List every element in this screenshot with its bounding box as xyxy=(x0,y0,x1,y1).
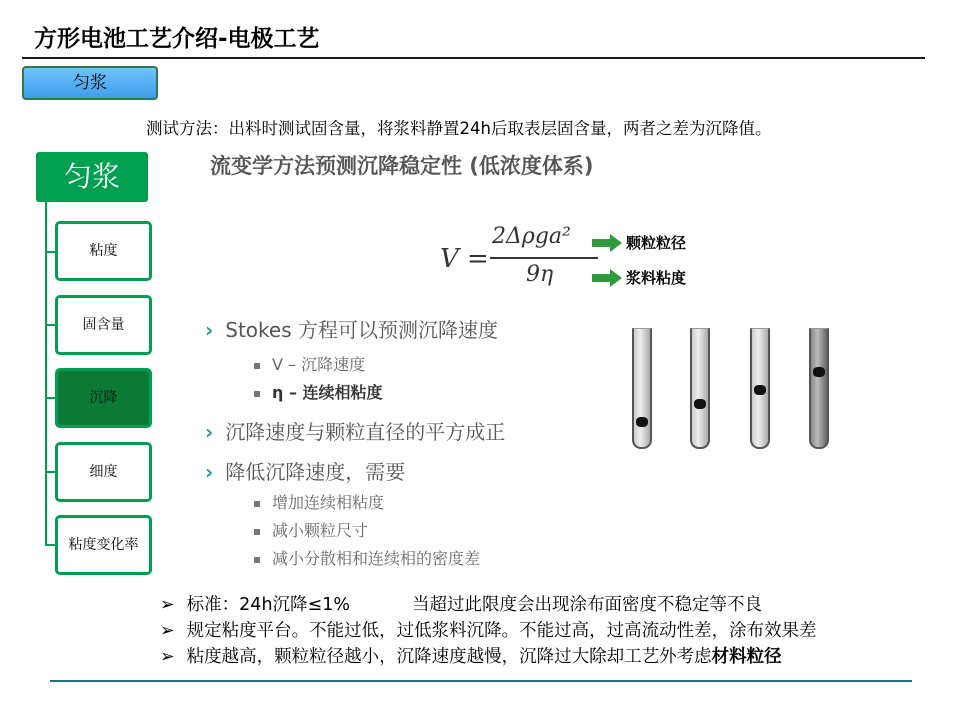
tree-node-viscosity: 粘度 xyxy=(55,221,152,281)
test-tube-image xyxy=(809,328,829,449)
bullet-viscosity-platform xyxy=(160,620,817,642)
slide-item xyxy=(205,456,405,485)
slide-subitem xyxy=(254,546,480,569)
tree-node-fineness: 细度 xyxy=(55,442,152,502)
square-bullet-icon xyxy=(254,391,260,397)
bullet-standard xyxy=(160,594,762,616)
slide-heading: 流变学方法预测沉降稳定性 (低浓度体系) xyxy=(210,154,594,178)
test-tube-image xyxy=(750,328,770,449)
sediment-particle xyxy=(813,367,825,377)
arrow-bullet-icon: ➢ xyxy=(160,595,175,615)
bullet-text: 标准：24h沉降≤1% xyxy=(186,595,350,615)
slide-subitem xyxy=(254,380,383,403)
tree-connector xyxy=(45,202,47,546)
slide-subitem-text: 减小颗粒尺寸 xyxy=(272,521,369,540)
slide-item xyxy=(205,416,505,445)
slide-subitem-text: 增加连续相粘度 xyxy=(272,493,385,512)
slide-subitem-text: 减小分散相和连续相的密度差 xyxy=(272,549,481,568)
page-title: 方形电池工艺介绍-电极工艺 xyxy=(34,26,320,52)
arrow-bullet-icon: ➢ xyxy=(160,621,175,641)
tree-node-sedimentation: 沉降 xyxy=(55,368,152,428)
slide-item-text: 沉降速度与颗粒直径的平方成正 xyxy=(225,420,506,444)
title-divider xyxy=(22,57,925,59)
footer-divider xyxy=(50,680,912,682)
slide-subitem xyxy=(254,518,368,541)
tree-root-node: 匀浆 xyxy=(36,152,148,202)
slide-subitem-text: η – 连续相粘度 xyxy=(272,383,383,402)
chevron-right-icon: › xyxy=(205,420,214,444)
arrow-right-icon xyxy=(592,234,622,252)
square-bullet-icon xyxy=(254,557,260,563)
slide-subitem xyxy=(254,490,384,513)
formula-lhs: V = xyxy=(440,244,489,274)
square-bullet-icon xyxy=(254,501,260,507)
sediment-particle xyxy=(636,417,648,427)
arrow-right-icon xyxy=(592,269,622,287)
square-bullet-icon xyxy=(254,529,260,535)
slide-item xyxy=(205,314,498,343)
chevron-right-icon: › xyxy=(205,460,214,484)
slide-item-text: 降低沉降速度，需要 xyxy=(225,460,406,484)
tree-node-solid-content: 固含量 xyxy=(55,295,152,355)
tree-node-viscosity-change-rate: 粘度变化率 xyxy=(55,515,152,575)
slide-subitem-text: V – 沉降速度 xyxy=(272,355,366,374)
stokes-formula xyxy=(440,222,600,294)
slide-item-text: Stokes 方程可以预测沉降速度 xyxy=(225,318,498,342)
chevron-right-icon: › xyxy=(205,318,214,342)
bullet-bold-text: 材料粒径 xyxy=(711,647,782,667)
test-method-text: 测试方法：出料时测试固含量，将浆料静置24h后取表层固含量，两者之差为沉降值。 xyxy=(146,119,772,138)
test-tube-image xyxy=(632,328,652,449)
bullet-text: 当超过此限度会出现涂布面密度不稳定等不良 xyxy=(411,595,762,615)
formula-denominator: 9η xyxy=(526,262,554,287)
bullet-text: 粘度越高，颗粒粒径越小，沉降速度越慢，沉降过大除却工艺外考虑 xyxy=(186,647,712,667)
bullet-text: 规定粘度平台。不能过低，过低浆料沉降。不能过高，过高流动性差，涂布效果差 xyxy=(186,621,817,641)
sediment-particle xyxy=(754,385,766,395)
arrow-bullet-icon: ➢ xyxy=(160,647,175,667)
sediment-particle xyxy=(694,399,706,409)
fraction-bar xyxy=(490,257,598,259)
square-bullet-icon xyxy=(254,363,260,369)
arrow-label-particle-size: 颗粒粒径 xyxy=(626,234,687,252)
formula-numerator: 2Δρga² xyxy=(492,224,571,249)
bullet-particle-size xyxy=(160,646,782,668)
slide-subitem xyxy=(254,352,365,375)
arrow-label-slurry-viscosity: 浆料粘度 xyxy=(626,269,687,287)
test-tube-image xyxy=(690,328,710,449)
section-badge: 匀浆 xyxy=(22,66,158,100)
